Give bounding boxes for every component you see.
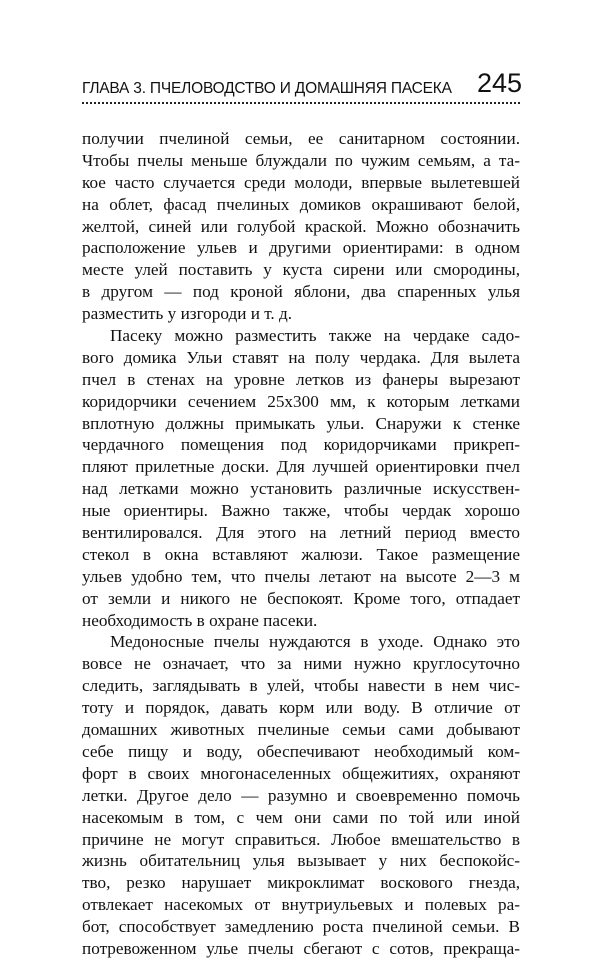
text-line: над летками можно установить различные искусствен-	[82, 479, 520, 499]
text-line: вентилировался. Для этого на летний период вместо	[82, 523, 520, 543]
text-line: Пасеку можно разместить также на чердаке садо-	[110, 326, 520, 346]
text-line: расположение ульев и другими ориентирами: в одном	[82, 238, 520, 258]
running-header	[82, 70, 522, 104]
text-line: ульев удобно тем, что пчелы летают на высоте 2—3 м	[82, 566, 520, 586]
text-line: месте улей поставить у куста сирени или смородины,	[82, 260, 520, 280]
text-line: коридорчики сечением 25x300 мм, к которым летками	[82, 391, 520, 411]
body-text	[82, 128, 520, 960]
text-line: вого домика Ульи ставят на полу чердака. Для вылета	[82, 347, 520, 367]
text-line: насекомым в том, с чем они сами по той или иной	[82, 807, 520, 827]
text-line: причине не могут справиться. Любое вмешательство в	[82, 829, 520, 849]
text-line: необходимость в охране пасеки.	[82, 610, 318, 630]
text-line: стекол в окна вставляют жалюзи. Такое размещение	[82, 544, 520, 564]
text-line: получии пчелиной семьи, ее санитарном состоянии.	[82, 129, 520, 148]
text-line: желтой, синей или голубой краской. Можно обозначить	[82, 216, 520, 236]
chapter-title: ГЛАВА 3. ПЧЕЛОВОДСТВО И ДОМАШНЯЯ ПАСЕКА	[82, 80, 452, 97]
page-number: 245	[476, 68, 522, 98]
text-line: на облет, фасад пчелиных домиков окрашивают белой,	[82, 194, 520, 214]
text-line: Чтобы пчелы меньше блуждали по чужим семьям, а та-	[82, 150, 520, 170]
text-line: потревоженном улье пчелы сбегают с сотов, прекраща-	[82, 938, 520, 958]
text-line: чердачного помещения под коридорчиками прикреп-	[82, 435, 520, 455]
text-line: вплотную должны примыкать ульи. Снаружи к стенке	[82, 413, 520, 433]
text-line: следить, заглядывать в улей, чтобы навести в нем чис-	[82, 676, 520, 696]
text-line: пляют прилетные доски. Для лучшей ориентировки пчел	[82, 457, 520, 477]
text-line: от земли и никого не беспокоят. Кроме того, отпадает	[82, 588, 520, 608]
text-line: разместить у изгороди и т. д.	[82, 304, 293, 324]
text-line: Медоносные пчелы нуждаются в уходе. Однако это	[110, 632, 520, 652]
header-divider	[82, 102, 520, 104]
text-line: кое часто случается среди молоди, впервые вылетевшей	[82, 172, 520, 192]
text-line: бот, способствует замедлению роста пчелиной семьи. В	[82, 917, 520, 937]
text-line: вовсе не означает, что за ними нужно круглосуточно	[82, 654, 520, 674]
text-line: отвлекает насекомых от внутриульевых и полевых ра-	[82, 895, 520, 915]
text-line: жизнь обитательниц улья вызывает у них беспокойс-	[82, 851, 520, 871]
text-line: пчел в стенах на уровне летков из фанеры вырезают	[82, 369, 520, 389]
text-line: форт в своих многонаселенных общежитиях, охраняют	[82, 763, 520, 783]
text-line: тоту и порядок, давать корм или воду. В отличие от	[82, 698, 520, 718]
text-line: летки. Другое дело — разумно и своевременно помочь	[82, 785, 520, 805]
text-line: ные ориентиры. Важно также, чтобы чердак хорошо	[82, 501, 520, 521]
text-line: домашних животных пчелиные семьи сами добывают	[82, 720, 520, 740]
text-line: тво, резко нарушает микроклимат воскового гнезда,	[82, 873, 520, 893]
text-line: себе пищу и воду, обеспечивают необходимый ком-	[82, 741, 520, 761]
text-line: в другом — под кроной яблони, два спаренных улья	[82, 282, 520, 302]
